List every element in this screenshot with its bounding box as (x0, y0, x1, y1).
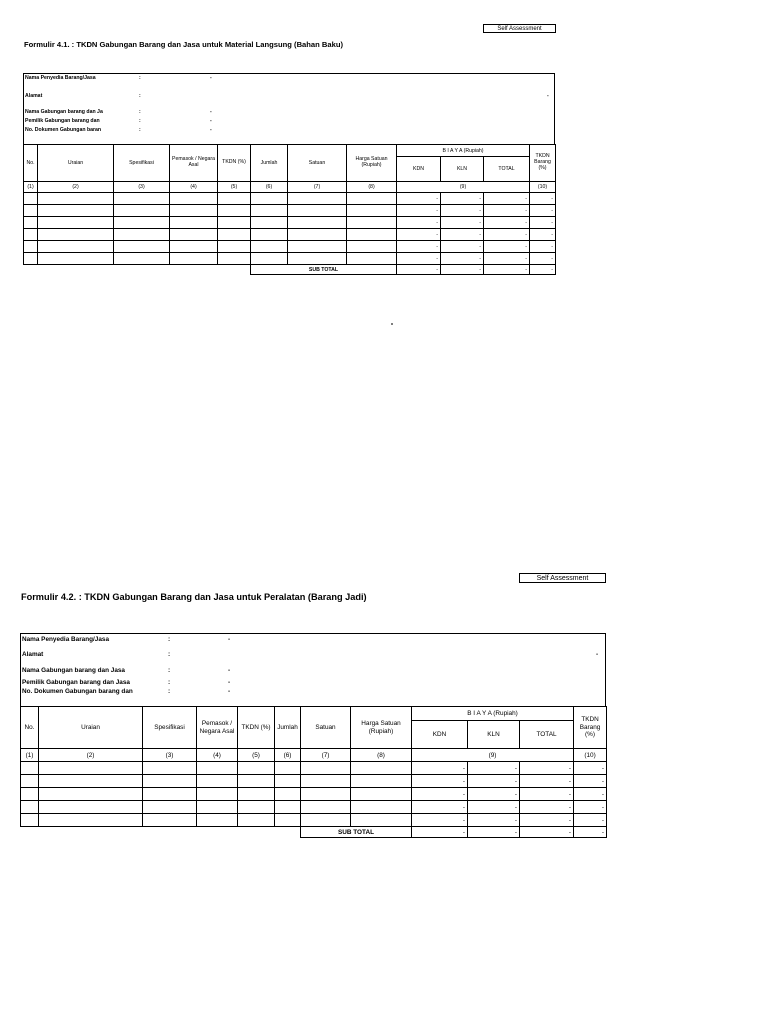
col-number: (5) (238, 749, 275, 762)
table-cell (170, 241, 218, 253)
table-cell (347, 193, 397, 205)
table-cell (21, 814, 39, 827)
col-header-kln: KLN (468, 721, 520, 749)
col-number: (3) (114, 182, 170, 193)
cell-kdn: - (397, 253, 441, 265)
table-cell (197, 788, 238, 801)
table-cell (288, 229, 347, 241)
field-colon: : (168, 667, 171, 674)
cell-kdn: - (397, 205, 441, 217)
col-number: (2) (39, 749, 143, 762)
table-cell (38, 217, 114, 229)
field-value: - (210, 118, 212, 124)
cell-tkdn-barang: - (530, 229, 556, 241)
table-cell (288, 217, 347, 229)
table-cell (39, 814, 143, 827)
col-number: (8) (351, 749, 412, 762)
stray-mark (391, 323, 393, 325)
field-value: - (210, 109, 212, 115)
col-number: (7) (288, 182, 347, 193)
table-cell (347, 253, 397, 265)
table-cell (351, 775, 412, 788)
col-number: (10) (530, 182, 556, 193)
table-cell (24, 229, 38, 241)
col-header-biaya: B I A Y A (Rupiah) (412, 707, 574, 721)
field-colon: : (168, 688, 171, 695)
col-number: (1) (24, 182, 38, 193)
table-row (24, 229, 556, 241)
col-number: (6) (275, 749, 301, 762)
field-value: - (210, 127, 212, 133)
table-cell (251, 241, 288, 253)
cell-kln: - (468, 775, 520, 788)
field-colon: : (168, 636, 171, 643)
table-row (21, 762, 607, 775)
cell-kln: - (441, 229, 484, 241)
table-cell (170, 205, 218, 217)
table-cell (351, 801, 412, 814)
col-header-tkdn-barang: TKDN Barang (%) (530, 145, 556, 182)
field-value: - (228, 688, 231, 695)
table-row (21, 775, 607, 788)
field-label: Pemilik Gabungan barang dan (25, 118, 100, 124)
field-colon: : (139, 127, 141, 133)
table-cell (275, 775, 301, 788)
cell-total: - (520, 775, 574, 788)
field-value: - (596, 651, 599, 658)
table-cell (275, 801, 301, 814)
field-value: - (228, 679, 231, 686)
col-header-kln: KLN (441, 157, 484, 182)
cell-total: - (484, 217, 530, 229)
cell-total: - (520, 762, 574, 775)
cell-kln: - (468, 814, 520, 827)
cell-tkdn-barang: - (530, 241, 556, 253)
col-number: (9) (412, 749, 574, 762)
col-number: (7) (301, 749, 351, 762)
subtotal-kln: - (441, 265, 484, 275)
col-number: (2) (38, 182, 114, 193)
col-header-harga: Harga Satuan (Rupiah) (351, 707, 412, 749)
subtotal-label: SUB TOTAL (301, 827, 412, 838)
field-value: - (547, 93, 549, 99)
table-cell (39, 762, 143, 775)
table-cell (114, 217, 170, 229)
col-header-biaya: B I A Y A (Rupiah) (397, 145, 530, 157)
cell-kln: - (441, 217, 484, 229)
field-colon: : (168, 679, 171, 686)
table-cell (347, 217, 397, 229)
table-cell (38, 253, 114, 265)
form-title: Formulir 4.2. : TKDN Gabungan Barang dan Jasa untuk Peralatan (Barang Jadi) (21, 592, 367, 602)
table-cell (218, 217, 251, 229)
field-colon: : (139, 75, 141, 81)
table-cell (197, 814, 238, 827)
col-header-kdn: KDN (412, 721, 468, 749)
table-cell (143, 801, 197, 814)
col-header-jumlah: Jumlah (251, 145, 288, 182)
table-cell (251, 205, 288, 217)
table-cell (288, 253, 347, 265)
table-cell (288, 205, 347, 217)
table-cell (301, 788, 351, 801)
cell-kln: - (468, 801, 520, 814)
table-cell (24, 205, 38, 217)
subtotal-total: - (520, 827, 574, 838)
field-label: No. Dokumen Gabungan baran (25, 127, 102, 133)
table-cell (275, 788, 301, 801)
field-value: - (228, 667, 231, 674)
cell-kdn: - (412, 762, 468, 775)
table-cell (197, 762, 238, 775)
table-cell (21, 801, 39, 814)
table-cell (347, 241, 397, 253)
cell-kln: - (441, 241, 484, 253)
col-header-pemasok: Pemasok / Negara Asal (170, 145, 218, 182)
col-header-satuan: Satuan (301, 707, 351, 749)
subtotal-total: - (484, 265, 530, 275)
cell-kln: - (441, 205, 484, 217)
cell-tkdn-barang: - (574, 775, 607, 788)
table-cell (24, 241, 38, 253)
table-row (24, 241, 556, 253)
table-row (24, 193, 556, 205)
cell-tkdn-barang: - (530, 217, 556, 229)
table-cell (351, 788, 412, 801)
cell-kdn: - (397, 229, 441, 241)
cell-total: - (520, 801, 574, 814)
col-number: (3) (143, 749, 197, 762)
table-cell (351, 762, 412, 775)
table-cell (114, 193, 170, 205)
cell-total: - (520, 814, 574, 827)
table-cell (39, 775, 143, 788)
table-cell (301, 775, 351, 788)
table-cell (21, 775, 39, 788)
field-colon: : (168, 651, 171, 658)
subtotal-kdn: - (397, 265, 441, 275)
field-value: - (210, 75, 212, 81)
table-cell (38, 193, 114, 205)
cell-kdn: - (412, 775, 468, 788)
col-header-spesifikasi: Spesifikasi (114, 145, 170, 182)
field-label: Alamat (22, 651, 44, 658)
table-cell (238, 762, 275, 775)
table-cell (218, 193, 251, 205)
table-cell (170, 193, 218, 205)
subtotal-kln: - (468, 827, 520, 838)
table-cell (301, 801, 351, 814)
table-cell (38, 205, 114, 217)
table-cell (238, 801, 275, 814)
table-cell (114, 205, 170, 217)
table-row (21, 788, 607, 801)
cell-kln: - (468, 788, 520, 801)
table-cell (347, 229, 397, 241)
col-number: (6) (251, 182, 288, 193)
table-cell (301, 762, 351, 775)
col-number: (8) (347, 182, 397, 193)
cell-tkdn-barang: - (574, 788, 607, 801)
field-label: Nama Penyedia Barang/Jasa (25, 75, 96, 81)
col-header-kdn: KDN (397, 157, 441, 182)
col-header-tkdn-barang: TKDN Barang (%) (574, 707, 607, 749)
cell-tkdn-barang: - (574, 801, 607, 814)
col-header-total: TOTAL (520, 721, 574, 749)
table-row (21, 814, 607, 827)
table-cell (24, 253, 38, 265)
table-cell (21, 788, 39, 801)
field-colon: : (139, 93, 141, 99)
table-cell (238, 788, 275, 801)
cell-kdn: - (412, 788, 468, 801)
table-cell (114, 253, 170, 265)
col-header-pemasok: Pemasok / Negara Asal (197, 707, 238, 749)
form-title: Formulir 4.1. : TKDN Gabungan Barang dan Jasa untuk Material Langsung (Bahan Baku) (24, 40, 343, 49)
col-header-tkdn: TKDN (%) (218, 145, 251, 182)
col-header-total: TOTAL (484, 157, 530, 182)
table-cell (143, 775, 197, 788)
table-cell (238, 814, 275, 827)
field-label: Nama Gabungan barang dan Jasa (22, 667, 125, 674)
field-colon: : (139, 118, 141, 124)
table-cell (170, 229, 218, 241)
cell-tkdn-barang: - (530, 193, 556, 205)
table-cell (39, 788, 143, 801)
table-cell (170, 217, 218, 229)
cell-total: - (484, 205, 530, 217)
table-cell (251, 193, 288, 205)
table-cell (197, 801, 238, 814)
field-label: Alamat (25, 93, 43, 99)
table-cell (39, 801, 143, 814)
cell-kln: - (468, 762, 520, 775)
table-cell (288, 241, 347, 253)
table-cell (251, 253, 288, 265)
table-cell (24, 217, 38, 229)
table-cell (218, 205, 251, 217)
cell-total: - (520, 788, 574, 801)
table-cell (143, 788, 197, 801)
table-cell (143, 762, 197, 775)
col-number: (5) (218, 182, 251, 193)
table-row (24, 253, 556, 265)
col-header-jumlah: Jumlah (275, 707, 301, 749)
table-cell (288, 193, 347, 205)
field-value: - (228, 636, 231, 643)
cell-tkdn-barang: - (530, 205, 556, 217)
field-label: Nama Gabungan barang dan Ja (25, 109, 103, 115)
col-number: (1) (21, 749, 39, 762)
table-cell (143, 814, 197, 827)
table-row (24, 205, 556, 217)
cell-tkdn-barang: - (574, 814, 607, 827)
table-cell (21, 762, 39, 775)
tkdn-table (20, 706, 607, 838)
cell-total: - (484, 229, 530, 241)
col-header-satuan: Satuan (288, 145, 347, 182)
table-cell (114, 241, 170, 253)
col-header-tkdn: TKDN (%) (238, 707, 275, 749)
cell-tkdn-barang: - (574, 762, 607, 775)
field-label: Pemilik Gabungan barang dan Jasa (22, 679, 130, 686)
self-assessment-badge: Self Assessment (519, 573, 606, 583)
col-number: (4) (197, 749, 238, 762)
table-cell (238, 775, 275, 788)
subtotal-tkdn-barang: - (530, 265, 556, 275)
cell-total: - (484, 241, 530, 253)
col-header-spesifikasi: Spesifikasi (143, 707, 197, 749)
col-header-harga: Harga Satuan (Rupiah) (347, 145, 397, 182)
cell-kdn: - (397, 193, 441, 205)
cell-kdn: - (412, 801, 468, 814)
col-number: (4) (170, 182, 218, 193)
field-colon: : (139, 109, 141, 115)
table-row (21, 801, 607, 814)
col-number: (10) (574, 749, 607, 762)
cell-total: - (484, 193, 530, 205)
table-cell (197, 775, 238, 788)
table-cell (218, 253, 251, 265)
table-cell (251, 229, 288, 241)
table-cell (38, 241, 114, 253)
table-cell (301, 814, 351, 827)
cell-tkdn-barang: - (530, 253, 556, 265)
cell-kdn: - (397, 217, 441, 229)
col-number: (9) (397, 182, 530, 193)
cell-kln: - (441, 193, 484, 205)
table-cell (351, 814, 412, 827)
cell-total: - (484, 253, 530, 265)
table-row (24, 217, 556, 229)
table-cell (347, 205, 397, 217)
table-cell (251, 217, 288, 229)
subtotal-label: SUB TOTAL (251, 265, 397, 275)
col-header-no: No. (21, 707, 39, 749)
field-label: Nama Penyedia Barang/Jasa (22, 636, 110, 643)
col-header-uraian: Uraian (38, 145, 114, 182)
self-assessment-badge: Self Assessment (483, 24, 556, 33)
table-cell (275, 814, 301, 827)
table-cell (38, 229, 114, 241)
subtotal-kdn: - (412, 827, 468, 838)
cell-kdn: - (412, 814, 468, 827)
col-header-uraian: Uraian (39, 707, 143, 749)
table-cell (275, 762, 301, 775)
subtotal-tkdn-barang: - (574, 827, 607, 838)
field-label: No. Dokumen Gabungan barang dan (22, 688, 133, 695)
cell-kln: - (441, 253, 484, 265)
table-cell (218, 241, 251, 253)
col-header-no: No. (24, 145, 38, 182)
table-cell (170, 253, 218, 265)
tkdn-table (23, 144, 556, 275)
table-cell (114, 229, 170, 241)
table-cell (218, 229, 251, 241)
cell-kdn: - (397, 241, 441, 253)
table-cell (24, 193, 38, 205)
